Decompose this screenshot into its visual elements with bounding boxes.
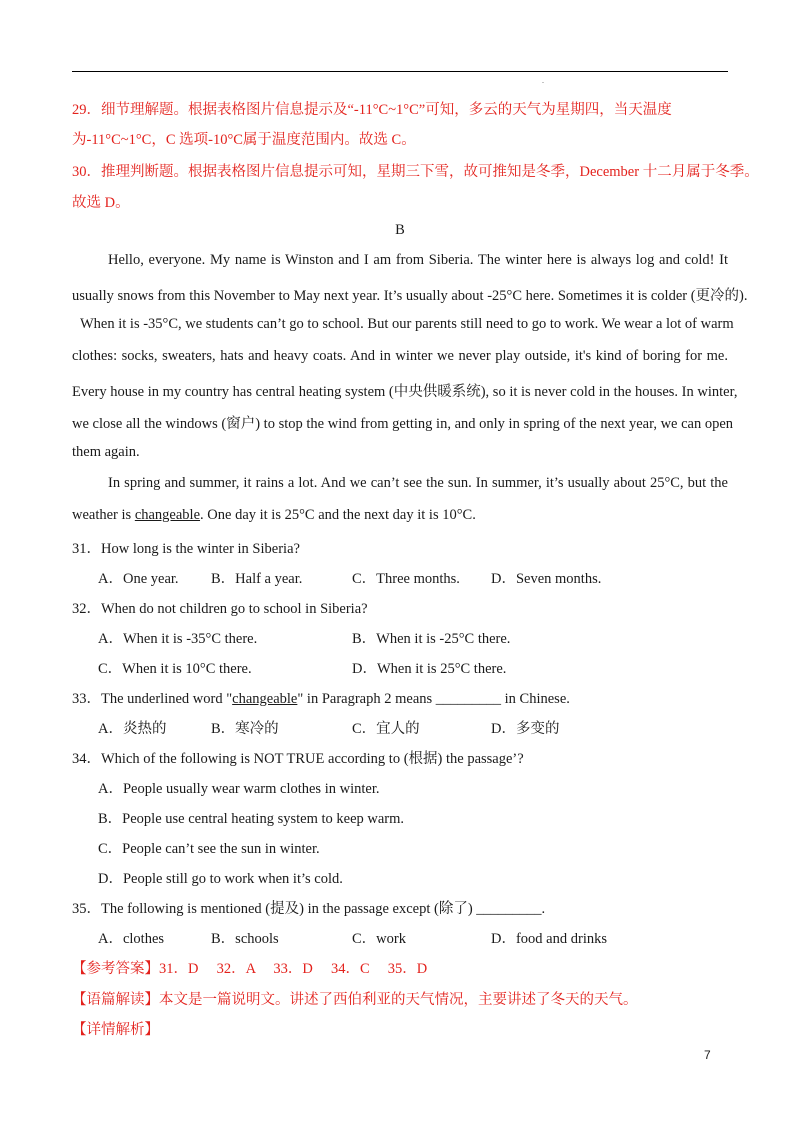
q35-option-c: C．work [352, 931, 406, 947]
q33-underlined-word: changeable [232, 691, 298, 707]
q32-option-c: C．When it is 10°C there. [98, 661, 252, 677]
page-number: 7 [704, 1048, 711, 1062]
passage-p2-line1: In spring and summer, it rains a lot. And we can’t see the sun. In summer, it’s usually about 25°C, but the [108, 475, 728, 491]
q31-option-d: D．Seven months. [491, 571, 602, 587]
passage-p1-line5: Every house in my country has central heating system (中央供暖系统), so it is never cold in the houses. In winter, [72, 384, 738, 400]
q34-option-b: B．People use central heating system to keep warm. [98, 811, 405, 827]
q31-option-c: C．Three months. [352, 571, 460, 587]
passage-p2-post: . One day it is 25°C and the next day it is 10°C. [200, 507, 476, 523]
q33-pre: 33．The underlined word " [72, 691, 233, 707]
q35-option-d: D．food and drinks [491, 931, 607, 947]
question-32: 32．When do not children go to school in Siberia? [72, 601, 368, 617]
section-label: B [395, 222, 405, 238]
q34-option-a: A．People usually wear warm clothes in winter. [98, 781, 380, 797]
q35-option-a: A．clothes [98, 931, 165, 947]
q33-option-a: A．炎热的 [98, 721, 167, 737]
answer-30-line2: 故选 D。 [72, 195, 130, 211]
passage-p1-line3: When it is -35°C, we students can’t go to school. But our parents still need to go to work. We wear a lot of warm [80, 316, 734, 332]
q33-option-b: B．寒冷的 [211, 721, 279, 737]
reference-answers: 【参考答案】31．D 32．A 33．D 34．C 35．D [72, 961, 428, 977]
underlined-word-changeable: changeable [134, 507, 201, 523]
answer-30-line1: 30．推理判断题。根据表格图片信息提示可知，星期三下雪，故可推知是冬季，December 十二月属于冬季。 [72, 164, 759, 180]
passage-p1-line2: usually snows from this November to May next year. It’s usually about -25°C here. Sometimes it is colder (更冷的). [72, 288, 748, 304]
q33-post: " in Paragraph 2 means _________ in Chinese. [297, 691, 570, 707]
q34-option-c: C．People can’t see the sun in winter. [98, 841, 320, 857]
passage-p1-line1: Hello, everyone. My name is Winston and I am from Siberia. The winter here is always log and cold! It [108, 252, 728, 268]
q33-option-d: D．多变的 [491, 721, 560, 737]
q32-option-b: B．When it is -25°C there. [352, 631, 511, 647]
passage-p1-line7: them again. [72, 444, 140, 460]
answer-29-line2: 为-11°C~1°C，C 选项-10°C属于温度范围内。故选 C。 [72, 132, 416, 148]
question-34: 34．Which of the following is NOT TRUE according to (根据) the passage’? [72, 751, 524, 767]
q34-option-d: D．People still go to work when it’s cold. [98, 871, 343, 887]
q31-option-b: B．Half a year. [211, 571, 303, 587]
passage-p2-pre: weather is [72, 507, 135, 523]
answer-29-line1: 29．细节理解题。根据表格图片信息提示及“-11°C~1°C”可知，多云的天气为星期四，当天温度 [72, 102, 672, 118]
q31-option-a: A．One year. [98, 571, 179, 587]
passage-p1-line4: clothes: socks, sweaters, hats and heavy coats. And in winter we never play outside, it's kind of boring for me. [72, 348, 728, 364]
passage-p2-line2 [72, 507, 476, 524]
detailed-explanation: 【详情解析】 [72, 1022, 159, 1038]
question-33 [72, 687, 570, 708]
q32-option-a: A．When it is -35°C there. [98, 631, 258, 647]
header-dot: . [542, 76, 544, 85]
passage-analysis: 【语篇解读】本文是一篇说明文。讲述了西伯利亚的天气情况，主要讲述了冬天的天气。 [72, 992, 638, 1008]
q33-option-c: C．宜人的 [352, 721, 420, 737]
q35-option-b: B．schools [211, 931, 279, 947]
q32-option-d: D．When it is 25°C there. [352, 661, 507, 677]
header-rule [72, 71, 728, 72]
question-31: 31．How long is the winter in Siberia? [72, 541, 300, 557]
passage-p1-line6: we close all the windows (窗户) to stop the wind from getting in, and only in spring of the next year, we can open [72, 416, 734, 432]
question-35: 35．The following is mentioned (提及) in the passage except (除了) _________. [72, 901, 546, 917]
